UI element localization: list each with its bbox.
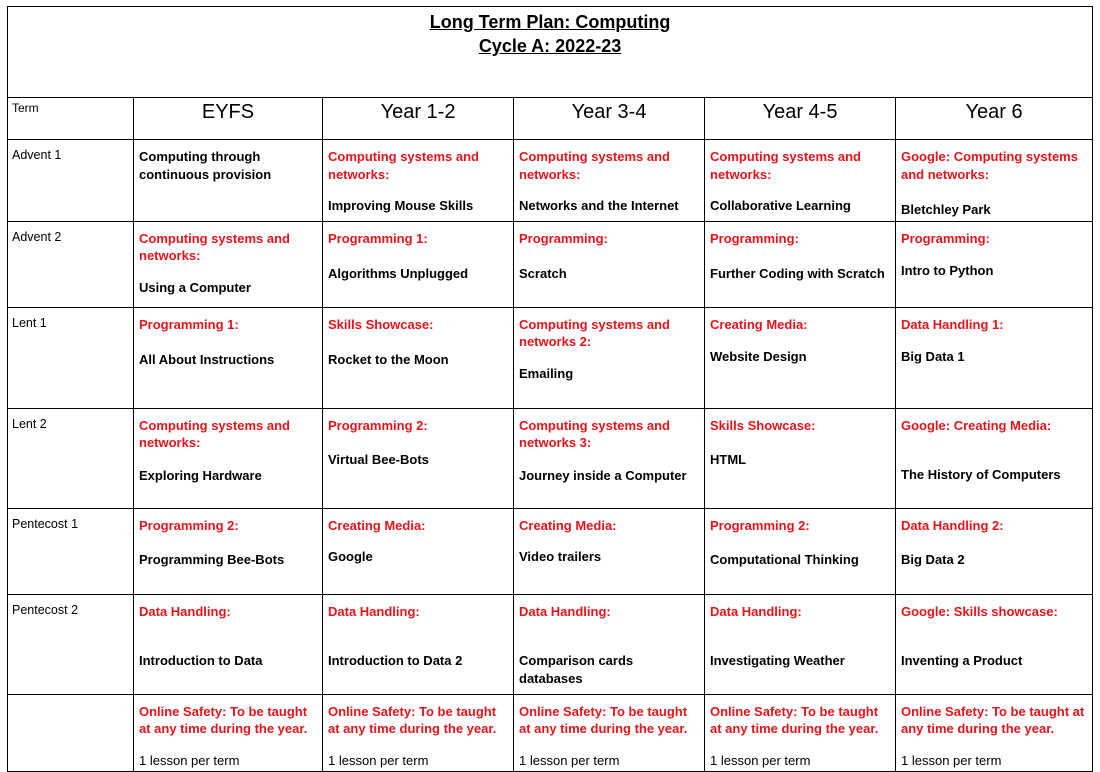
topic-text: Intro to Python — [901, 263, 994, 278]
plan-cell — [705, 307, 896, 408]
unit-text: Computing systems and networks: — [519, 149, 670, 182]
plan-cell — [896, 307, 1093, 408]
topic-text: Networks and the Internet — [519, 198, 679, 213]
plan-cell — [323, 307, 514, 408]
note-text: 1 lesson per term — [328, 752, 429, 768]
unit-text: Data Handling: — [139, 603, 231, 619]
plan-cell — [514, 408, 705, 508]
term-label: Lent 1 — [8, 307, 134, 408]
unit-text: Creating Media: — [710, 316, 808, 332]
unit-text: Programming: — [710, 230, 799, 246]
term-label: Advent 1 — [8, 140, 134, 222]
topic-text: Emailing — [519, 365, 574, 381]
unit-text: Creating Media: — [519, 517, 617, 533]
table-row — [8, 307, 1093, 408]
term-label: Lent 2 — [8, 408, 134, 508]
plan-cell — [134, 408, 323, 508]
plan-cell — [323, 408, 514, 508]
topic-text: Computational Thinking — [710, 552, 859, 567]
topic-text: Journey inside a Computer — [519, 467, 687, 483]
topic-text: Algorithms Unplugged — [328, 266, 469, 281]
header-year-1-2: Year 1-2 — [323, 98, 514, 140]
unit-text: Programming 2: — [139, 517, 239, 533]
unit-text: Programming 1: — [139, 316, 239, 332]
plan-cell — [896, 408, 1093, 508]
table-row — [8, 508, 1093, 594]
topic-text: Comparison cards databases — [519, 653, 634, 686]
document-title: Long Term Plan: Computing — [429, 12, 671, 32]
header-year-3-4: Year 3-4 — [514, 98, 705, 140]
topic-text: Bletchley Park — [901, 202, 991, 217]
term-label: Pentecost 1 — [8, 508, 134, 594]
topic-text: Big Data 1 — [901, 349, 965, 364]
plan-cell — [323, 594, 514, 694]
unit-text: Data Handling 2: — [901, 517, 1004, 533]
topic-text: Using a Computer — [139, 279, 251, 295]
plan-cell — [134, 508, 323, 594]
topic-text: Video trailers — [519, 549, 602, 564]
note-text: 1 lesson per term — [139, 752, 240, 768]
plan-cell — [514, 594, 705, 694]
plan-table — [7, 6, 1093, 772]
note-text: 1 lesson per term — [519, 752, 620, 768]
unit-text: Data Handling: — [328, 603, 420, 619]
topic-text: Google — [328, 549, 373, 564]
unit-text: Programming: — [519, 230, 608, 246]
plan-cell — [134, 694, 323, 772]
plan-cell — [323, 140, 514, 222]
topic-text: Inventing a Product — [901, 653, 1023, 668]
plan-cell — [514, 140, 705, 222]
plan-cell — [896, 221, 1093, 307]
plan-cell — [134, 594, 323, 694]
unit-text: Programming 2: — [710, 517, 810, 533]
topic-text: Improving Mouse Skills — [328, 198, 474, 213]
unit-text: Online Safety: To be taught at any time during the year. — [519, 703, 688, 736]
topic-text: Computing through continuous provision — [139, 149, 272, 182]
plan-cell — [896, 694, 1093, 772]
plan-cell — [896, 594, 1093, 694]
topic-text: Rocket to the Moon — [328, 352, 449, 367]
topic-text: Programming Bee-Bots — [139, 552, 285, 567]
topic-text: All About Instructions — [139, 352, 275, 367]
unit-text: Programming 1: — [328, 230, 428, 246]
topic-text: The History of Computers — [901, 467, 1061, 482]
header-term: Term — [8, 98, 134, 140]
plan-cell — [323, 508, 514, 594]
unit-text: Google: Computing systems and networks: — [901, 149, 1078, 182]
unit-text: Computing systems and networks: — [139, 230, 290, 263]
unit-text: Computing systems and networks 3: — [519, 417, 670, 450]
unit-text: Online Safety: To be taught at any time during the year. — [901, 703, 1085, 736]
unit-text: Skills Showcase: — [710, 417, 816, 433]
topic-text: Exploring Hardware — [139, 467, 262, 483]
plan-cell — [514, 221, 705, 307]
plan-cell — [323, 694, 514, 772]
topic-text: Introduction to Data — [139, 653, 263, 668]
plan-cell — [896, 508, 1093, 594]
topic-text: Virtual Bee-Bots — [328, 452, 429, 467]
plan-cell — [705, 140, 896, 222]
table-row — [8, 594, 1093, 694]
table-row — [8, 140, 1093, 222]
unit-text: Online Safety: To be taught at any time during the year. — [328, 703, 497, 736]
topic-text: Investigating Weather — [710, 653, 845, 668]
unit-text: Online Safety: To be taught at any time during the year. — [710, 703, 879, 736]
header-year-4-5: Year 4-5 — [705, 98, 896, 140]
plan-cell — [134, 307, 323, 408]
plan-cell — [514, 508, 705, 594]
unit-text: Computing systems and networks: — [328, 149, 479, 182]
title-cell — [8, 7, 1093, 98]
topic-text: Introduction to Data 2 — [328, 653, 463, 668]
plan-cell — [705, 594, 896, 694]
document-subtitle: Cycle A: 2022-23 — [478, 36, 622, 56]
plan-cell — [705, 694, 896, 772]
topic-text: Collaborative Learning — [710, 198, 851, 213]
term-label — [8, 694, 134, 772]
unit-text: Skills Showcase: — [328, 316, 434, 332]
note-text: 1 lesson per term — [710, 752, 811, 768]
unit-text: Programming: — [901, 230, 990, 246]
plan-cell — [705, 408, 896, 508]
plan-cell — [514, 694, 705, 772]
plan-cell — [705, 508, 896, 594]
unit-text: Computing systems and networks: — [139, 417, 290, 450]
header-row — [8, 98, 1093, 140]
online-safety-row — [8, 694, 1093, 772]
unit-text: Programming 2: — [328, 417, 428, 433]
title-row — [8, 7, 1093, 98]
unit-text: Computing systems and networks 2: — [519, 316, 670, 349]
long-term-plan-document — [7, 6, 1092, 772]
topic-text: Scratch — [519, 266, 567, 281]
term-label: Pentecost 2 — [8, 594, 134, 694]
plan-cell — [323, 221, 514, 307]
table-row — [8, 408, 1093, 508]
plan-cell — [514, 307, 705, 408]
note-text: 1 lesson per term — [901, 752, 1002, 768]
unit-text: Google: Skills showcase: — [901, 603, 1058, 619]
header-year-6: Year 6 — [896, 98, 1093, 140]
plan-cell — [705, 221, 896, 307]
term-label: Advent 2 — [8, 221, 134, 307]
header-year-eyfs: EYFS — [134, 98, 323, 140]
table-row — [8, 221, 1093, 307]
unit-text: Online Safety: To be taught at any time during the year. — [139, 703, 308, 736]
unit-text: Data Handling: — [519, 603, 611, 619]
plan-cell — [134, 140, 323, 222]
unit-text: Computing systems and networks: — [710, 149, 861, 182]
unit-text: Creating Media: — [328, 517, 426, 533]
unit-text: Data Handling 1: — [901, 316, 1004, 332]
topic-text: Website Design — [710, 349, 807, 364]
topic-text: Big Data 2 — [901, 552, 965, 567]
plan-cell — [134, 221, 323, 307]
unit-text: Google: Creating Media: — [901, 417, 1052, 433]
topic-text: HTML — [710, 452, 747, 467]
unit-text: Data Handling: — [710, 603, 802, 619]
plan-cell — [896, 140, 1093, 222]
topic-text: Further Coding with Scratch — [710, 266, 885, 281]
